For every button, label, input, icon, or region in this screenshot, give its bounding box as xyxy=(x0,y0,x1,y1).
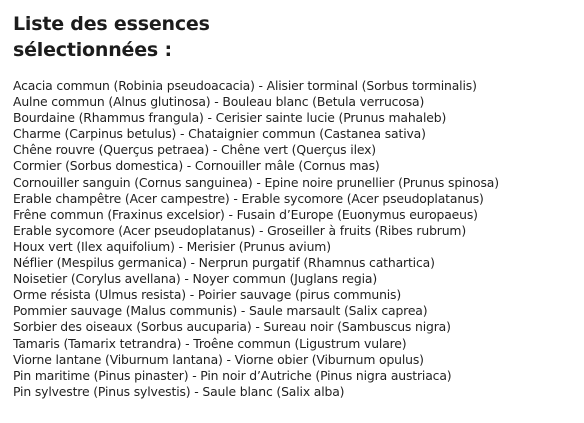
species-line: Pin maritime (Pinus pinaster) - Pin noir d’Autriche (Pinus nigra austriaca) xyxy=(13,367,452,383)
species-panel xyxy=(13,11,578,400)
species-line: Houx vert (Ilex aquifolium) - Merisier (Prunus avium) xyxy=(13,238,331,254)
species-line: Frêne commun (Fraxinus excelsior) - Fusain d’Europe (Euonymus europaeus) xyxy=(13,206,478,222)
species-line: Sorbier des oiseaux (Sorbus aucuparia) - Sureau noir (Sambuscus nigra) xyxy=(13,319,451,335)
species-line: Pin sylvestre (Pinus sylvestis) - Saule blanc (Salix alba) xyxy=(13,383,345,399)
species-line: Orme résista (Ulmus resista) - Poirier sauvage (pirus communis) xyxy=(13,287,402,303)
section-title-line-2: sélectionnées : xyxy=(13,39,172,61)
section-title xyxy=(13,11,578,63)
section-title-line-1: Liste des essences xyxy=(13,13,210,35)
species-list xyxy=(13,78,578,400)
species-line: Bourdaine (Rhammus frangula) - Cerisier sainte lucie (Prunus mahaleb) xyxy=(13,110,447,126)
species-line: Erable sycomore (Acer pseudoplatanus) - Groseiller à fruits (Ribes rubrum) xyxy=(13,222,467,238)
species-line: Cormier (Sorbus domestica) - Cornouiller mâle (Cornus mas) xyxy=(13,158,380,174)
species-line: Erable champêtre (Acer campestre) - Erable sycomore (Acer pseudoplatanus) xyxy=(13,190,484,206)
species-line: Viorne lantane (Viburnum lantana) - Viorne obier (Viburnum opulus) xyxy=(13,351,424,367)
species-line: Aulne commun (Alnus glutinosa) - Bouleau blanc (Betula verrucosa) xyxy=(13,94,425,110)
species-line: Noisetier (Corylus avellana) - Noyer commun (Juglans regia) xyxy=(13,271,378,287)
species-line: Acacia commun (Robinia pseudoacacia) - Alisier torminal (Sorbus torminalis) xyxy=(13,78,477,93)
species-line: Tamaris (Tamarix tetrandra) - Troêne commun (Ligustrum vulare) xyxy=(13,335,407,351)
species-line: Chêne rouvre (Querçus petraea) - Chêne vert (Querçus ilex) xyxy=(13,142,376,158)
species-line: Pommier sauvage (Malus communis) - Saule marsault (Salix caprea) xyxy=(13,303,428,319)
species-line: Charme (Carpinus betulus) - Chataignier commun (Castanea sativa) xyxy=(13,126,426,142)
species-line: Néflier (Mespilus germanica) - Nerprun purgatif (Rhamnus cathartica) xyxy=(13,255,435,271)
species-line: Cornouiller sanguin (Cornus sanguinea) - Epine noire prunellier (Prunus spinosa) xyxy=(13,174,499,190)
